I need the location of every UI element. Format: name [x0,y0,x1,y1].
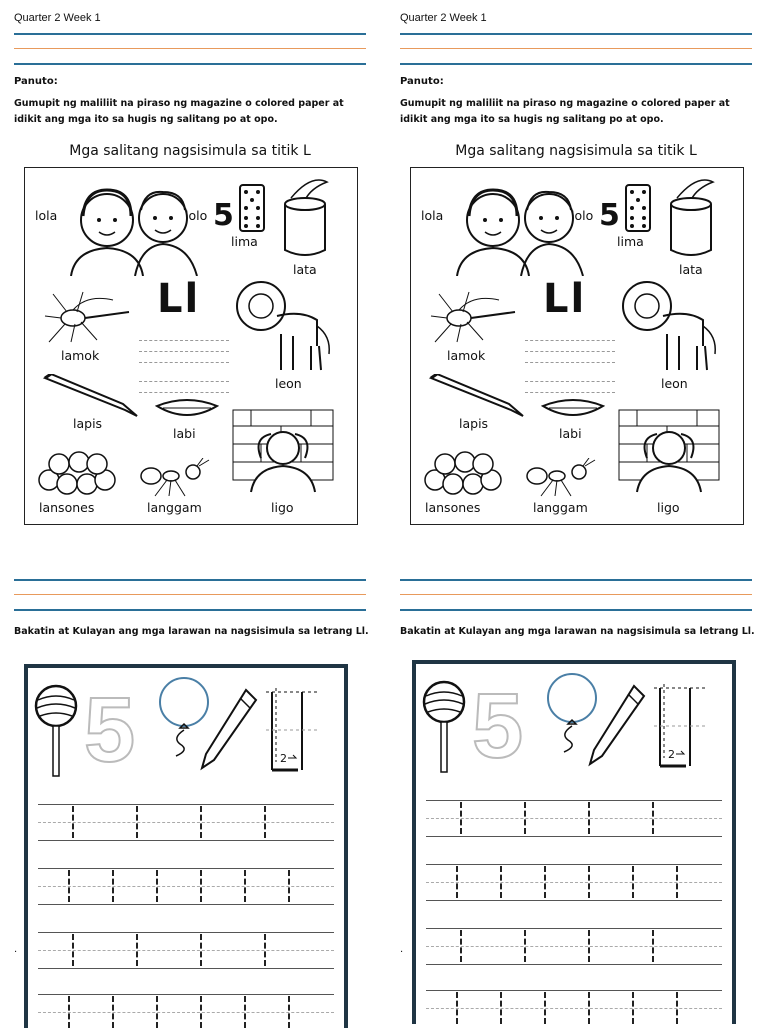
header-rule-orange [14,48,366,49]
header-rule-blue-2 [400,63,752,65]
panuto-label: Panuto: [14,76,58,87]
mosquito-icon [429,290,519,344]
lips-icon [155,396,219,424]
word-leon: leon [661,376,688,391]
header-rule-blue [14,33,366,35]
can-icon [281,178,331,258]
practice-row [38,868,334,904]
word-langgam: langgam [533,500,588,515]
picture-box [24,167,358,525]
practice-row [426,864,722,900]
practice-row [426,990,722,1026]
word-langgam: langgam [147,500,202,515]
practice-row [426,928,722,964]
word-lata: lata [293,262,317,277]
worksheet-number-five: 5 [84,679,136,781]
lion-icon [617,276,721,376]
child-bathing-icon [617,408,721,496]
number-five: 5 [599,198,620,233]
section-rule-blue [14,579,366,581]
domino-icon [239,184,265,232]
pencil-icon [41,374,141,418]
word-lima: lima [231,234,258,249]
section-rule-orange [400,594,752,595]
word-lima: lima [617,234,644,249]
word-lansones: lansones [425,500,481,515]
header-rule-blue-2 [14,63,366,65]
practice-row [426,800,722,836]
word-lapis: lapis [459,416,489,431]
pencil-icon [427,374,527,418]
word-ligo: ligo [657,500,680,515]
word-labi: labi [559,426,582,441]
word-leon: leon [275,376,302,391]
header-rule-orange [400,48,752,49]
word-lamok: lamok [447,348,486,363]
activity-subtitle: Mga salitang nagsisimula sa titik L [69,143,311,159]
section-rule-blue [400,579,752,581]
lansones-icon [35,444,119,498]
instructions-trace-color: Bakatin at Kulayan ang mga larawan na nagsisimula sa letrang Ll. [400,626,755,637]
practice-row [38,994,334,1030]
worksheet-left [14,0,369,1024]
big-letters-ll: Ll [157,276,201,322]
pencil-outline-icon [586,684,646,768]
word-lansones: lansones [39,500,95,515]
letter-l-guide-icon [650,682,710,772]
word-labi: labi [173,426,196,441]
lollipop-icon [34,682,78,778]
section-rule-blue-2 [14,609,366,611]
ant-icon [523,458,599,498]
tracing-lines [525,330,615,393]
header-rule-blue [400,33,752,35]
lansones-icon [421,444,505,498]
picture-box [410,167,744,525]
worksheet-frame [24,664,348,1028]
child-bathing-icon [231,408,335,496]
worksheet-frame [412,660,736,1024]
section-rule-orange [14,594,366,595]
lips-icon [541,396,605,424]
ant-icon [137,458,213,498]
section-rule-blue-2 [400,609,752,611]
word-lapis: lapis [73,416,103,431]
instructions-cut-paste: Gumupit ng maliliit na piraso ng magazine o colored paper at idikit ang mga ito sa hugis ng salitang po at opo. [400,98,730,125]
header-label: Quarter 2 Week 1 [14,12,101,24]
panuto-label: Panuto: [400,76,444,87]
instructions-cut-paste: Gumupit ng maliliit na piraso ng magazine o colored paper at idikit ang mga ito sa hugis ng salitang po at opo. [14,98,344,125]
stray-mark: . [400,944,404,955]
letter-l-guide-icon [262,686,322,776]
stray-mark: . [14,944,18,955]
practice-row [38,932,334,968]
mosquito-icon [43,290,133,344]
domino-icon [625,184,651,232]
activity-subtitle: Mga salitang nagsisimula sa titik L [455,143,697,159]
word-lamok: lamok [61,348,100,363]
word-ligo: ligo [271,500,294,515]
pencil-outline-icon [198,688,258,772]
can-icon [667,178,717,258]
trace-step-number: 2 [668,748,675,761]
number-five: 5 [213,198,234,233]
worksheet-number-five: 5 [472,675,524,777]
lion-icon [231,276,335,376]
lollipop-icon [422,678,466,774]
word-lata: lata [679,262,703,277]
big-letters-ll: Ll [543,276,587,322]
word-lolo: lolo [185,208,208,223]
worksheet-right [400,0,755,1024]
practice-row [38,804,334,840]
grandparents-icon [451,180,589,276]
word-lolo: lolo [571,208,594,223]
tracing-lines [139,330,229,393]
word-lola: lola [35,208,58,223]
trace-step-number: 2 [280,752,287,765]
header-label: Quarter 2 Week 1 [400,12,487,24]
grandparents-icon [65,180,203,276]
instructions-trace-color: Bakatin at Kulayan ang mga larawan na nagsisimula sa letrang Ll. [14,626,369,637]
word-lola: lola [421,208,444,223]
